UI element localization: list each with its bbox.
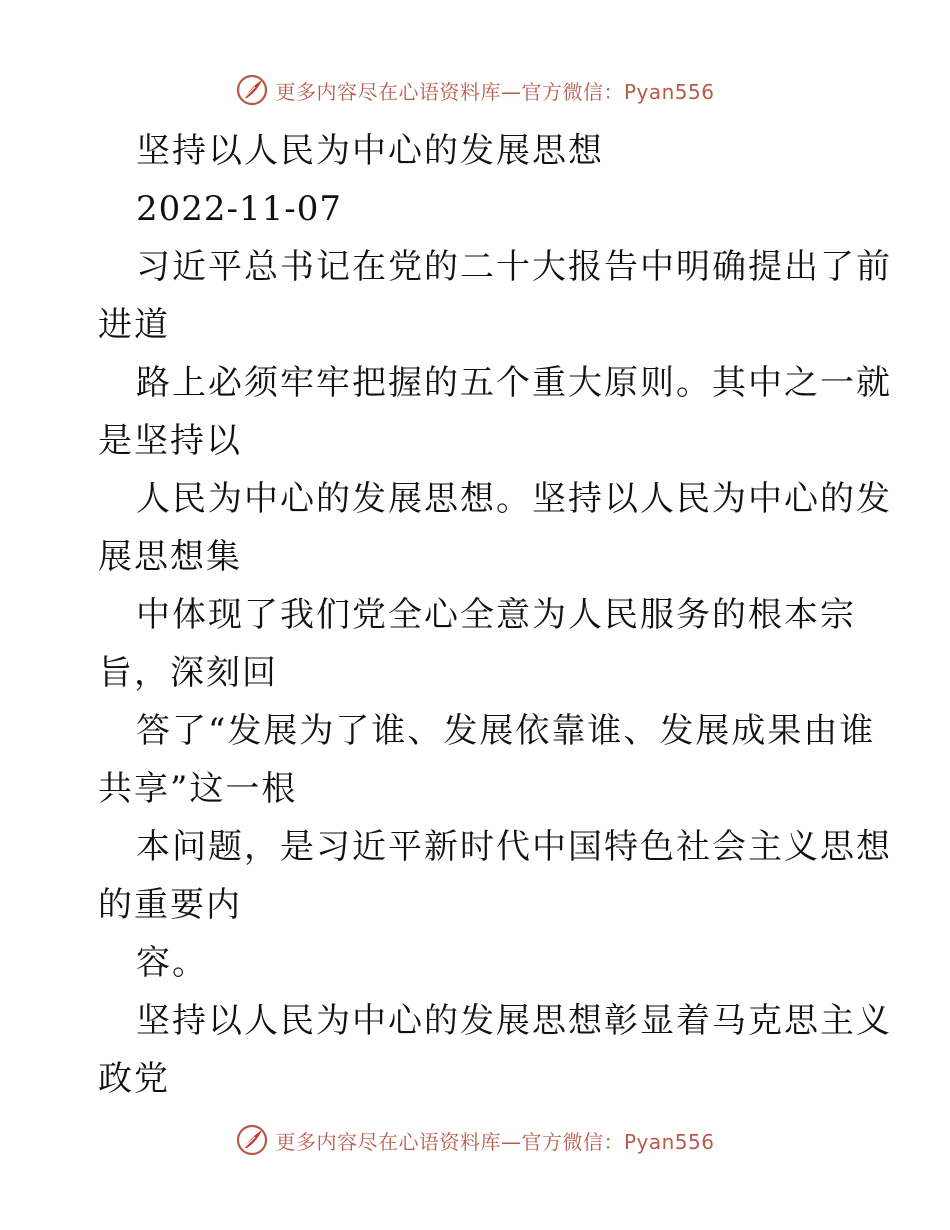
feather-pen-icon — [235, 1123, 269, 1157]
text-line: 中体现了我们党全心全意为人民服务的根本宗 — [136, 595, 856, 635]
text-line: 旨，深刻回 — [98, 653, 278, 693]
text-line: 本问题，是习近平新时代中国特色社会主义思想 — [136, 827, 892, 867]
header-watermark-banner — [0, 70, 950, 110]
text-line: 政党 — [98, 1059, 170, 1099]
footer-watermark-banner — [0, 1120, 950, 1160]
text-line: 展思想集 — [98, 537, 242, 577]
article-date: 2022-11-07 — [136, 189, 343, 229]
text-line: 进道 — [98, 305, 170, 345]
feather-pen-icon — [235, 73, 269, 107]
text-line: 坚持以人民为中心的发展思想彰显着马克思主义 — [136, 1001, 892, 1041]
banner-text: 更多内容尽在心语资料库—官方微信：Pyan556 — [275, 1129, 715, 1154]
text-line: 共享”这一根 — [98, 769, 298, 809]
text-line: 习近平总书记在党的二十大报告中明确提出了前 — [136, 247, 892, 287]
document-body — [98, 122, 892, 1108]
text-line: 人民为中心的发展思想。坚持以人民为中心的发 — [136, 479, 892, 519]
text-line: 容。 — [136, 943, 208, 983]
text-line: 路上必须牢牢把握的五个重大原则。其中之一就 — [136, 363, 892, 403]
text-line: 答了“发展为了谁、发展依靠谁、发展成果由谁 — [136, 711, 876, 751]
text-line: 的重要内 — [98, 885, 242, 925]
banner-text: 更多内容尽在心语资料库—官方微信：Pyan556 — [275, 79, 715, 104]
text-line: 是坚持以 — [98, 421, 242, 461]
article-title: 坚持以人民为中心的发展思想 — [136, 131, 604, 171]
